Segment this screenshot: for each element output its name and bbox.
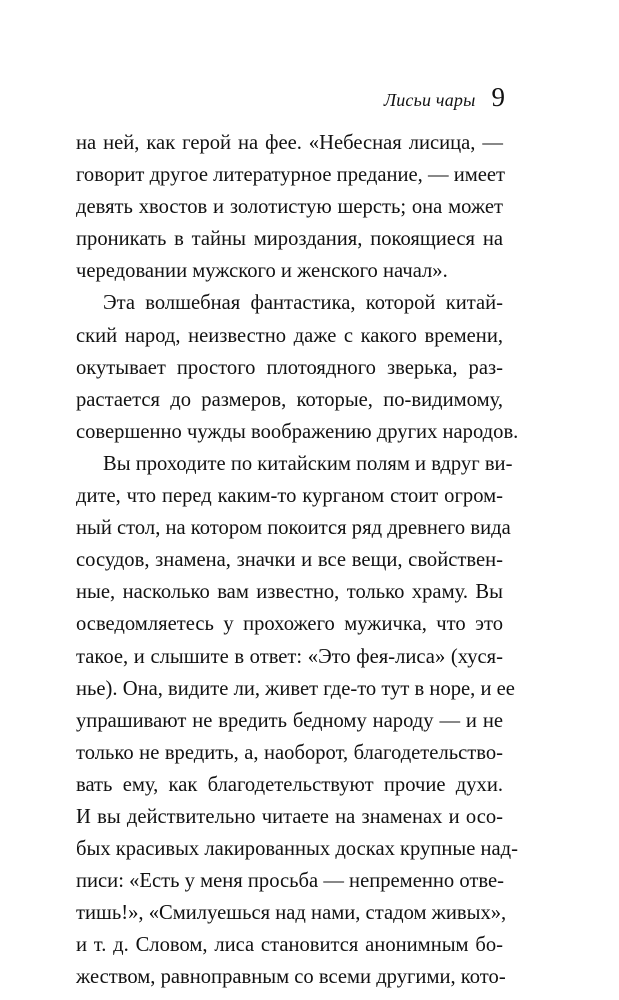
paragraph-start-line: Эта волшебная фантастика, которой китай- [103, 292, 503, 315]
text-line: дите, что перед каким-то курганом стоит огром- [76, 485, 503, 508]
text-line: только не вредить, а, наоборот, благодетельство- [76, 741, 503, 764]
text-line: писи: «Есть у меня просьба — непременно отве- [76, 870, 504, 893]
text-line: совершенно чужды воображению других народов. [76, 420, 519, 443]
text-line: проникать в тайны мироздания, покоящиеся на [76, 228, 503, 251]
text-line: растается до размеров, которые, по-видимому, [76, 388, 503, 411]
running-title: Лисьи чары [383, 90, 476, 110]
text-line: жеством, равноправным со всеми другими, кото- [76, 966, 506, 989]
text-line: упрашивают не вредить бедному народу — и не [76, 709, 503, 732]
running-header [76, 84, 505, 116]
text-line: сосудов, знамена, значки и все вещи, свойствен- [76, 549, 503, 572]
text-line: девять хвостов и золотистую шерсть; она может [76, 196, 503, 219]
text-line: ный стол, на котором покоится ряд древнего вида [76, 517, 511, 540]
text-line: на ней, как герой на фее. «Небесная лисица, — [76, 132, 503, 154]
text-line: вать ему, как благодетельствуют прочие духи. [76, 773, 503, 796]
text-line: И вы действительно читаете на знаменах и осо- [76, 805, 503, 828]
paragraph-start-line: Вы проходите по китайским полям и вдруг ви- [103, 452, 513, 475]
text-line: такое, и слышите в ответ: «Это фея-лиса» (хуся- [76, 645, 503, 668]
text-line: ский народ, неизвестно даже с какого времени, [76, 324, 503, 347]
text-line: и т. д. Словом, лиса становится анонимным бо- [76, 934, 503, 957]
page-number: 9 [491, 82, 505, 112]
text-line: осведомляетесь у прохожего мужичка, что это [76, 613, 503, 636]
text-line: бых красивых лакированных досках крупные над- [76, 838, 519, 861]
text-line: ные, насколько вам известно, только храму. Вы [76, 581, 503, 604]
text-line: тишь!», «Смилуешься над нами, стадом живых», [76, 902, 507, 925]
text-line: окутывает простого плотоядного зверька, раз- [76, 356, 503, 379]
text-line: нье). Она, видите ли, живет где-то тут в норе, и ее [76, 677, 515, 700]
text-line: чередовании мужского и женского начал». [76, 260, 448, 283]
text-line: говорит другое литературное предание, — имеет [76, 164, 506, 187]
body-text [76, 127, 519, 994]
